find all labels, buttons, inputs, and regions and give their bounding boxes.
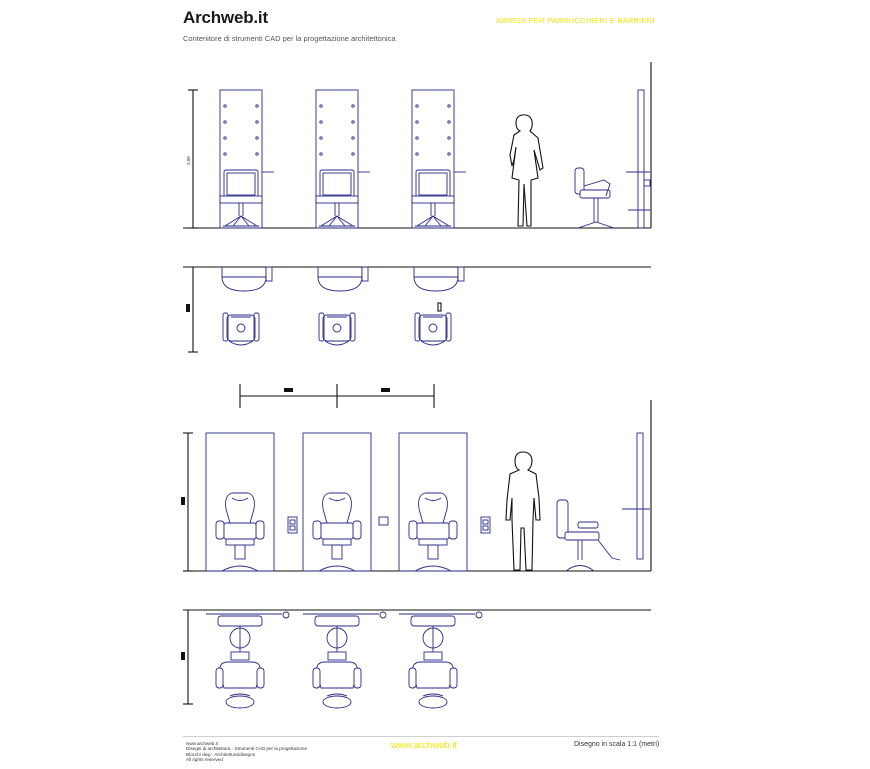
drawing-title: ARREDI PER PARRUCCHIERI E BARBIERI [496,16,655,25]
side-chair-top [575,168,614,228]
logo-suffix: .it [253,8,268,27]
plan-top [183,267,651,352]
site-subtitle: Contenitore di strumenti CAD per la progettazione architettonica [183,34,396,43]
elevation-top [183,62,651,228]
footer-line-3: Blocchi dwg - Architettura/disegno [186,751,256,757]
footer-divider [183,736,659,737]
dimension-label: 2,00 [186,156,191,165]
side-chair-bottom [557,500,620,571]
footer-credits [186,741,307,763]
footer-line-1: www.archweb.it [186,741,218,746]
plan-bottom [181,610,651,708]
footer-line-4: All rights reserved [186,757,223,763]
dimension-chain [240,384,434,408]
elevation-bottom [181,400,651,571]
footer-url[interactable]: www.archweb.it [391,740,457,751]
scale-note: Disegno in scala 1:1 (metri) [574,741,660,748]
footer-line-2: Disegni di architettura - Strumenti CAD per la progettazione [186,746,308,752]
logo-main: Archweb [183,8,254,27]
